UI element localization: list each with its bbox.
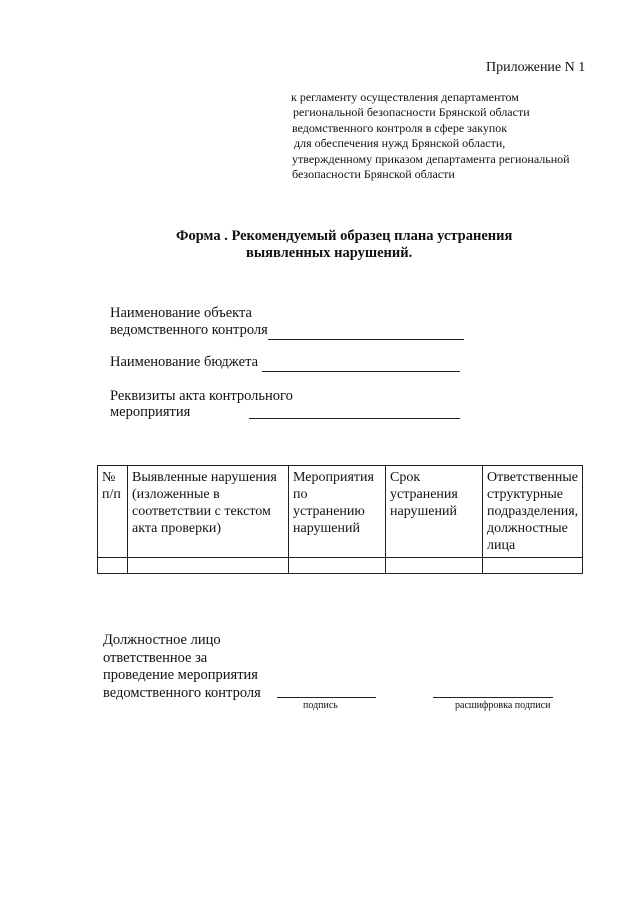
header-number: № п/п [98,466,128,558]
regulation-line: ведомственного контроля в сфере закупок [292,120,508,135]
signature-decode-caption: расшифровка подписи [455,700,551,711]
header-responsible: Ответственные структурные подразделения, должностные лица [483,466,583,558]
table-cell[interactable] [289,558,386,574]
signatory-line: ответственное за [103,649,208,666]
regulation-line: региональной безопасности Брянской области [293,105,530,120]
header-measures: Мероприятия по устранению нарушений [289,466,386,558]
table-header-row [98,466,583,558]
annex-number: Приложение N 1 [486,60,586,75]
act-details-label: Реквизиты акта контрольного [110,388,293,404]
signature-decode-line[interactable] [433,697,553,698]
form-title-line-1: Форма . Рекомендуемый образец плана устранения [176,228,513,244]
regulation-line: к регламенту осуществления департаментом [291,90,519,104]
act-details-blank[interactable] [249,418,460,419]
object-control-blank[interactable] [268,322,464,340]
table-cell[interactable] [386,558,483,574]
table-cell[interactable] [483,558,583,574]
budget-blank[interactable] [262,354,460,372]
signature-caption: подпись [303,700,338,711]
signatory-label [103,632,261,702]
budget-field [110,354,460,372]
act-details-label-2: мероприятия [110,404,191,420]
object-name-label: Наименование объекта [110,305,252,321]
regulation-line: утвержденному приказом департамента региональной [292,151,570,166]
violations-table [97,465,583,574]
signature-line[interactable] [277,697,376,698]
header-deadline: Срок устранения нарушений [386,466,483,558]
budget-label: Наименование бюджета [110,354,259,370]
table-cell[interactable] [128,558,289,574]
regulation-line: безопасности Брянской области [292,167,455,182]
header-violations: Выявленные нарушения (изложенные в соответствии с текстом акта проверки) [128,466,289,558]
object-control-field [110,322,464,340]
table-cell[interactable] [98,558,128,574]
regulation-reference [291,90,570,182]
signatory-line: ведомственного контроля [103,684,261,701]
object-control-label: ведомственного контроля [110,322,268,338]
signatory-line: проведение мероприятия [103,667,258,683]
regulation-line: для обеспечения нужд Брянской области, [294,136,506,151]
form-title-line-2: выявленных нарушений. [246,245,413,261]
table-row [98,558,583,574]
signatory-line: Должностное лицо [103,632,221,648]
